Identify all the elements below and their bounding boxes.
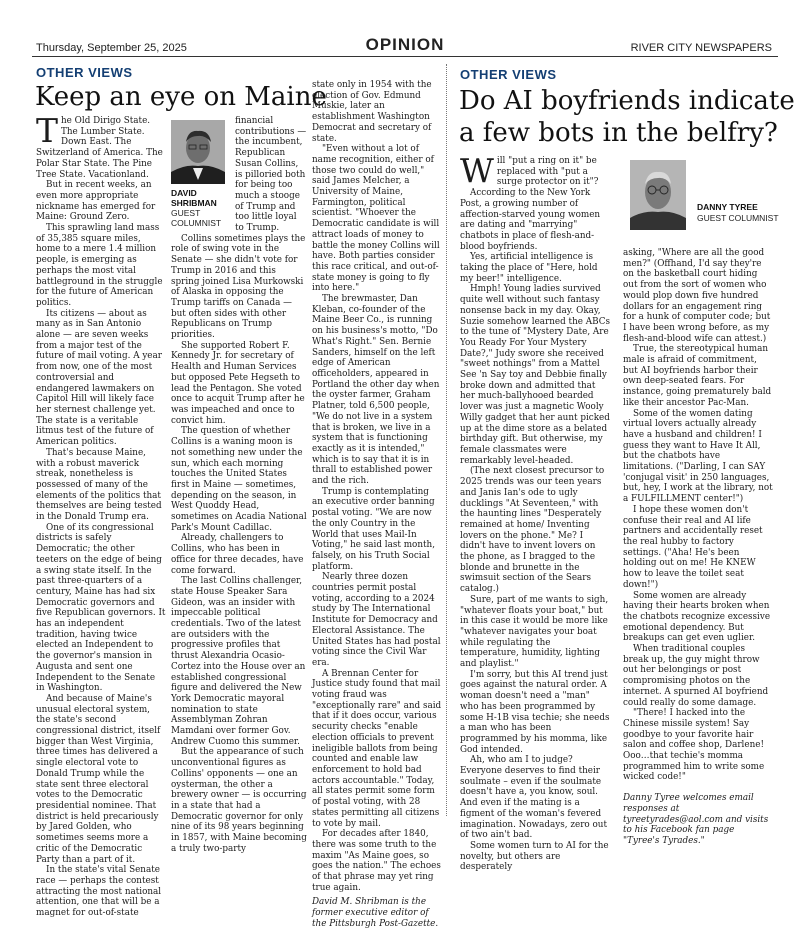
left-paragraph: For decades after 1840, there was some truth to the maxim "As Maine goes, so goes the nation." The echoes of that phrase may yet ring true again.: [312, 829, 441, 893]
left-paragraph: That's because Maine, with a robust maverick streak, nonetheless is possessed of many of the elements of the politics that themselves are being tested in the Donald Trump era.: [36, 447, 162, 523]
left-wrap-paragraph: financial contributions — the incumbent, Republican Susan Collins, is pilloried both for being too much a stooge of Trump and too little loyal to Trump.: [235, 116, 307, 234]
right-paragraph: True, the stereotypical human male is afraid of commitment, but AI boyfriends harbor their own deep-seated fears. For instance, going prematurely bald like their ancestor Pac-Man.: [623, 344, 772, 408]
right-paragraph: Sure, part of me wants to sigh, "whatever floats your boat," but in this case it would be more like "whatever navigates your boat while regulating the temperature, humidity, lighting and playlist.": [460, 594, 609, 670]
author-photo: [171, 120, 225, 184]
drop-cap: T: [36, 111, 59, 150]
issue-date: Thursday, September 25, 2025: [36, 42, 187, 54]
left-headline: Keep an eye on Maine: [35, 82, 327, 112]
right-paragraph: Some of the women dating virtual lovers actually already have a husband and children! I guess they want to Have It All, but the chatbots have limitations. ("Darling, I can SAY 'conjugal visit' in 250 languages, but, hey, I work at the library, not a FULFILLMENT center!"): [623, 408, 773, 505]
left-paragraph: But the appearance of such unconventional figures as Collins' opponents — one an oysterman, the other a brewery owner — is occurring in a state that had a Democratic governor for only nine of its 98 years beginning in 1857, with Maine becoming a truly two-party: [171, 747, 307, 854]
right-paragraph: According to the New York Post, a growing number of affection-starved young women are dating and "marrying" chatbots in place of flesh-and-blood boyfriends.: [460, 188, 601, 252]
left-paragraph: The last Collins challenger, state House Speaker Sara Gideon, was an insider with impeccable political credentials. Two of the latest are outsiders with the progressive profiles that thrust Alexandria Ocasio-Cortez into the House over an established congressional figure and delivered the New York Democratic mayoral nomination to state Assemblyman Zohran Mamdani over former Gov. Andrew Cuomo this summer.: [171, 576, 306, 747]
left-paragraph: Already, challengers to Collins, who has been in office for three decades, have come forward.: [171, 533, 304, 576]
left-paragraph: Its citizens — about as many as in San Antonio alone — are seven weeks from a major test of the future of mail voting. A year from now, one of the most controversial and endangered lawmakers on Capitol Hill will likely face her sternest challenge yet. The state is a veritable litmus test of the future of American politics.: [36, 308, 162, 448]
article-divider: [446, 64, 447, 816]
right-paragraph: Ah, who am I to judge? Everyone deserves to find their soulmate – even if the soulmate doesn't have a, you know, soul. And even if the mating is a figment of the woman's fevered imagination. Nowadays, zero out of two ain't bad.: [460, 755, 608, 841]
left-paragraph: But in recent weeks, an even more appropriate nickname has emerged for Maine: Ground Zero.: [36, 180, 156, 223]
right-paragraph: When traditional couples break up, the guy might throw out her belongings or post compromising photos on the internet. A spurned AI boyfriend could really do some damage.: [623, 644, 769, 708]
left-paragraph: "Even without a lot of name recognition, either of those two could do well," said James Melcher, a University of Maine, Farmington, political scientist. "Whoever the Democratic candidate is will attract loads of money to battle the money Collins will have. Both parties consider this race critical, and out-of-state money is going to fly into here.": [312, 144, 440, 294]
left-paragraph: This sprawling land mass of 35,385 square miles, home to a mere 1.4 million people, is emerging as perhaps the most vital battleground in the struggle for the future of American politics.: [36, 223, 163, 308]
byline-role: COLUMNIST: [171, 218, 222, 228]
right-paragraph: Yes, artificial intelligence is taking the place of "Here, hold my beer!" intelligence.: [460, 252, 598, 284]
left-lead-paragraph: The Old Dirigo State. The Lumber State. Down East. The Switzerland of America. The Polar Star State. The Pine Tree State. Vacationland.: [36, 111, 163, 180]
left-paragraph: The brewmaster, Dan Kleban, co-founder of the Maine Beer Co., is running on his business's motto, "Do What's Right." Sen. Bernie Sanders, himself on the left edge of American officeholders, appeared in Portland the other day when the oyster farmer, Graham Platner, told 6,500 people, "We do not live in a system that is broken, we live in a system that is functioning exactly as it is intended," which is to say that it is in thrall to established power and the rich.: [312, 294, 440, 487]
author-tagline: Danny Tyree welcomes email responses at tyreetyrades@aol.com and visits to his Facebook fan page "Tyree's Tyrades.": [623, 793, 769, 846]
left-byline-box: [171, 120, 229, 228]
right-paragraph: "There! I hacked into the Chinese missile system! Say goodbye to your favorite hair salon and coffee shop, Darlene! Ooo…that techie's momma programmed him to write some wicked code!": [623, 708, 765, 783]
right-paragraph: Some women are already having their hearts broken when the chatbots recognize excessive emotional dependency. But breakups can get even uglier.: [623, 590, 771, 644]
page-header: [0, 0, 810, 58]
left-paragraph: One of its congressional districts is safely Democratic; the other teeters on the edge of being a swing state itself. In the past three-quarters of a century, Maine has had six Democratic governors and five Republican governors. It has an independent tradition, having twice elected an Independent to the governor's mansion in Augusta and sent one Independent to the Senate in Washington.: [36, 522, 166, 694]
right-col-2: [623, 248, 773, 846]
left-paragraph: A Brennan Center for Justice study found that mail voting fraud was "exceptionally rare" and said that if it does occur, various security checks "enable election officials to prevent ineligible ballots from being counted and enable law enforcement to hold bad actors accountable." Today, all states permit some form of postal voting, with 28 states permitting all citizens to vote by mail.: [312, 668, 442, 829]
left-paragraph: Nearly three dozen countries permit postal voting, according to a 2024 study by The International Institute for Democracy and Electoral Assistance. The United States has had postal voting since the Civil War era.: [312, 572, 441, 668]
right-col-1: [460, 151, 610, 873]
left-paragraph: And because of Maine's unusual electoral system, the state's second congressional district, itself bigger than West Virginia, three times has delivered a single electoral vote to Donald Trump while the state sent three electoral votes to the Democratic presidential nominee. That district is held precariously by Jared Golden, who sometimes seems more a critic of the Democratic Party than a part of it.: [36, 693, 161, 865]
byline-name: SHRIBMAN: [171, 198, 217, 208]
right-paragraph: Hmph! Young ladies survived quite well without such fantasy nonsense back in my day. Okay, Suzie somehow learned the ABCs to the tune of "Mystery Date, Are You Ready For Your Mystery Date?," Judy swore she received "sweet nothings" from a Mattel See 'n Say toy and Debbie finally broke down and admitted that her much-ballyhooed bearded lover was just a magnetic Wooly Willy gadget that her aunt picked up at the dime store as a belated birthday gift. But otherwise, my female classmates were remarkably level-headed.: [460, 284, 610, 466]
left-paragraph: She supported Robert F. Kennedy Jr. for secretary of Health and Human Services but opposed Pete Hegseth to lead the Pentagon. She voted once to acquit Trump after he was impeached and once to convict him.: [171, 340, 305, 426]
left-paragraph: Trump is contemplating an executive order banning postal voting. "We are now the only Country in the World that uses Mail-In Voting," he said last month, falsely, on his Truth Social platform.: [312, 486, 435, 572]
byline-role: GUEST COLUMNIST: [697, 213, 779, 223]
left-paragraph: Collins sometimes plays the role of swing vote in the Senate — she didn't vote for Trump in 2016 and this spring joined Lisa Murkowski of Alaska in opposing the Trump tariffs on Canada — but often sides with other Republicans on Trump priorities.: [171, 233, 306, 341]
right-paragraph: I hope these women don't confuse their real and AI life partners and accidentally reset the real hubby to factory settings. ("Aha! He's been holding out on me! He KNEW how to leave the toilet seat down!"): [623, 504, 763, 590]
header-rule: [32, 56, 778, 57]
byline-role: GUEST: [171, 208, 201, 218]
left-kicker: OTHER VIEWS: [36, 65, 133, 80]
byline-name: DAVID: [171, 188, 197, 198]
left-col-3: [312, 80, 442, 929]
left-col-1: [36, 111, 166, 919]
left-paragraph: In the state's vital Senate race — perhaps the contest attracting the most national attention, one that will be a magnet for out-of-state: [36, 865, 162, 919]
section-title: OPINION: [365, 35, 445, 54]
drop-cap: W: [460, 151, 494, 190]
left-col-2: [171, 116, 307, 854]
byline-name: DANNY TYREE: [697, 202, 758, 212]
left-paragraph: The question of whether Collins is a waning moon is not something new under the sun, which each morning touches the United States first in Maine — sometimes, depending on the season, in West Quoddy Head, sometimes on Acadia National Park's Mount Cadillac.: [171, 426, 307, 533]
right-paragraph: asking, "Where are all the good men?" (Offhand, I'd say they're on the basketball court hiding out from the sort of women who would plop down five hundred dollars for an engagement ring for a hunk of computer code; but I have been wrong before, as my flesh-and-blood wife can attest.): [623, 248, 771, 344]
publication-name: RIVER CITY NEWSPAPERS: [630, 42, 772, 54]
left-paragraph: state only in 1954 with the election of Gov. Edmund Muskie, later an establishment Washington Democrat and secretary of state.: [312, 80, 432, 144]
right-paragraph: (The next closest precursor to 2025 trends was our teen years and Janis Ian's ode to ugly ducklings "At Seventeen," with the haunting lines "Desperately remained at home/ Inventing lovers on the phone." Me? I didn't have to invent lovers on the phone, as I bragged to the blonde and brunette in the swimsuit section of the Sears catalog.): [460, 466, 605, 595]
author-photo: [630, 160, 686, 230]
right-paragraph: I'm sorry, but this AI trend just goes against the natural order. A woman doesn't need a "man" who has been programmed by some H-1B visa techie; she needs a man who has been programmed by his momma, like God intended.: [460, 669, 610, 755]
right-headline: Do AI boyfriends indicate a few bots in the belfry?: [459, 86, 795, 148]
right-kicker: OTHER VIEWS: [460, 67, 557, 82]
right-lead-paragraph: Will "put a ring on it" be replaced with "put a surge protector on it"?: [460, 151, 599, 190]
author-tagline: David M. Shribman is the former executive editor of the Pittsburgh Post-Gazette.: [312, 897, 439, 929]
right-paragraph: Some women turn to AI for the novelty, but others are desperately: [460, 841, 609, 873]
